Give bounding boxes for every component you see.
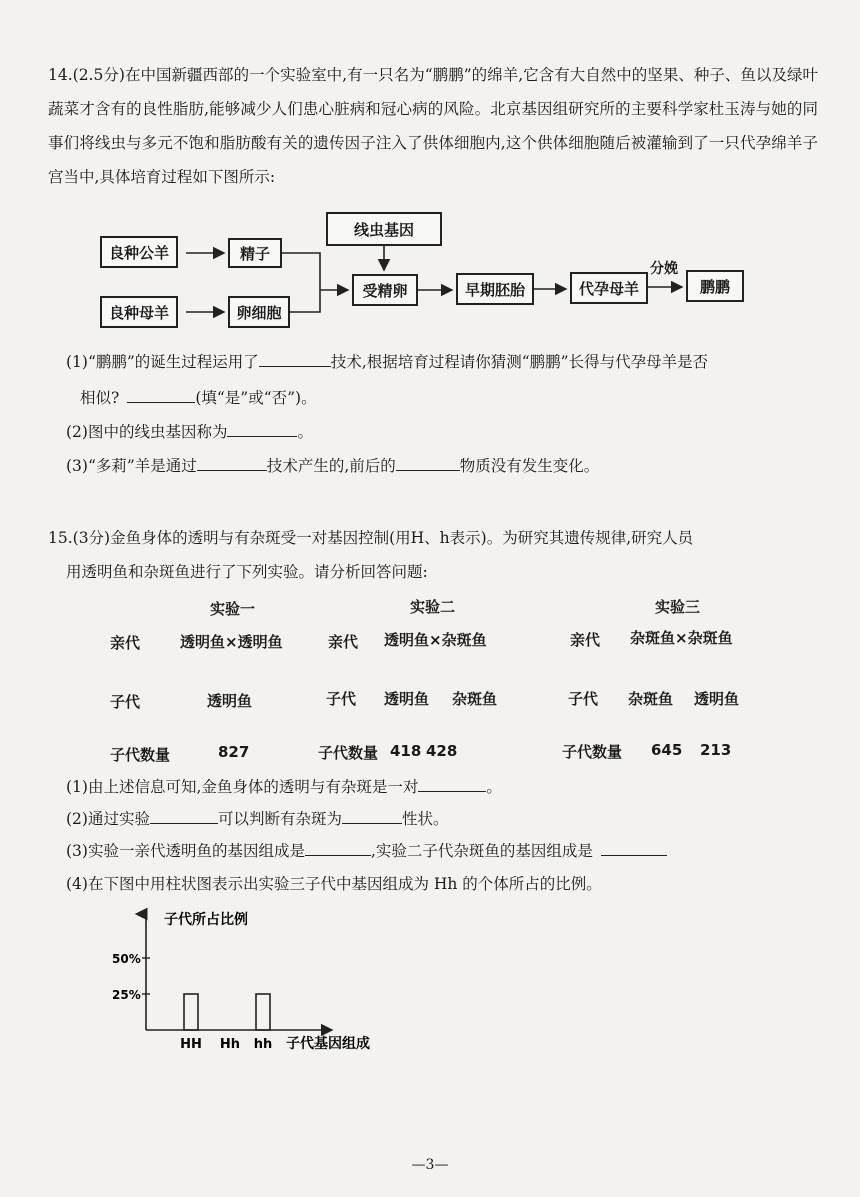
exp3-child-label: 子代 (568, 690, 599, 708)
q15-sub4: (4)在下图中用柱状图表示出实验三子代中基因组成为 Hh 的个体所占的比例。 (66, 875, 602, 893)
exp2-count-label: 子代数量 (318, 744, 379, 762)
blank-15-2[interactable] (150, 809, 218, 824)
q14-intro: 14.(2.5分)在中国新疆西部的一个实验室中,有一只名为“鹏鹏”的绵羊,它含有大自然中的坚果、种子、鱼以及绿叶蔬菜才含有的良性脂肪,能够减少人们患心脏病和冠心病的风险。北京基因组研究所的主要科学家杜玉涛与她的同事们将线虫与多元不饱和脂肪酸有关的遗传因子注入了供体细胞内,这个供体细胞随后被灌输到了一只代孕绵羊子宫当中,具体培育过程如下图所示: (48, 66, 818, 186)
exp2-parents: 透明鱼×杂斑鱼 (384, 631, 487, 649)
blank-14-3[interactable] (227, 422, 297, 437)
blank-15-1[interactable] (418, 777, 486, 792)
q14-sub2-text-a: (2)图中的线虫基因称为 (66, 423, 228, 441)
page-number: —3— (411, 1157, 449, 1173)
diagram-arrows (0, 0, 860, 340)
q15-sub2-text-b: 可以判断有杂斑为 (217, 810, 342, 828)
blank-15-5[interactable] (601, 841, 667, 856)
box-early-embryo: 早期胚胎 (456, 273, 534, 305)
exp1-parents: 透明鱼×透明鱼 (180, 633, 283, 651)
q15-sub3-text-b: ,实验二子代杂斑鱼的基因组成是 (370, 842, 593, 860)
blank-14-4[interactable] (197, 456, 267, 471)
q15-sub1-text-b: 。 (486, 778, 502, 796)
box-surrogate: 代孕母羊 (570, 272, 648, 304)
box-male-sheep: 良种公羊 (100, 236, 178, 268)
x-tick-label-hh: hh (253, 1037, 273, 1052)
exp1-count-1: 827 (218, 743, 250, 761)
exp2-child-label: 子代 (326, 690, 357, 708)
q14-sub3-text-a: (3)“多莉”羊是通过 (66, 457, 197, 475)
q15-intro-line1: 15.(3分)金鱼身体的透明与有杂斑受一对基因控制(用H、h表示)。为研究其遗传规律,研究人员 (48, 529, 694, 547)
exp1-parent-label: 亲代 (110, 634, 141, 652)
exp3-count-1: 645 (651, 741, 683, 759)
q14-sub1-text-b: 技术,根据培育过程请你猜测“鹏鹏”长得与代孕母羊是否 (330, 353, 709, 371)
box-worm-gene: 线虫基因 (326, 212, 442, 246)
exp1-title: 实验一 (210, 600, 256, 618)
q15-intro-line2: 用透明鱼和杂斑鱼进行了下列实验。请分析回答问题: (66, 563, 428, 581)
q14-sub3-text-b: 技术产生的,前后的 (266, 457, 396, 475)
blank-14-5[interactable] (396, 456, 460, 471)
q14-sub1-line2 (80, 388, 317, 408)
exp1-child-1: 透明鱼 (207, 692, 253, 710)
exp2-count-1: 418 (390, 742, 422, 760)
x-tick-label-Hh: Hh (219, 1037, 241, 1052)
q14-sub3-text-c: 物质没有发生变化。 (459, 457, 600, 475)
exp3-parent-label: 亲代 (570, 631, 601, 649)
q14-sub3 (66, 456, 599, 476)
blank-15-4[interactable] (305, 841, 371, 856)
blank-15-3[interactable] (342, 809, 402, 824)
x-tick-label-HH: HH (180, 1037, 202, 1052)
bar-HH (184, 994, 198, 1030)
exp2-title: 实验二 (410, 598, 456, 616)
exp1-count-label: 子代数量 (110, 746, 171, 764)
q14-sub1-text-c: 相似? (80, 389, 120, 407)
exp3-count-2: 213 (700, 741, 732, 759)
y-axis-label: 子代所占比例 (164, 912, 248, 928)
genotype-bar-chart (100, 900, 420, 1060)
exp3-parents: 杂斑鱼×杂斑鱼 (630, 629, 733, 647)
bracket-join (282, 253, 320, 312)
box-female-sheep: 良种母羊 (100, 296, 178, 328)
q14-sub1-text-d: (填“是”或“否”)。 (195, 389, 317, 407)
q14-sub2-text-b: 。 (297, 423, 313, 441)
exp2-child-1: 透明鱼 (384, 690, 430, 708)
blank-14-2[interactable] (127, 388, 195, 403)
x-axis-label: 子代基因组成 (286, 1036, 370, 1052)
exp2-count-2: 428 (426, 742, 458, 760)
q14-sub2 (66, 422, 313, 442)
q15-sub2-text-c: 性状。 (401, 810, 449, 828)
exp3-title: 实验三 (655, 598, 701, 616)
y-tick-label-0: 25% (112, 988, 141, 1002)
q14-sub1-line1 (66, 352, 708, 372)
q15-sub2-text-a: (2)通过实验 (66, 810, 150, 828)
y-tick-label-1: 50% (112, 952, 141, 966)
blank-14-1[interactable] (259, 352, 331, 367)
exp3-child-1: 杂斑鱼 (628, 690, 674, 708)
q15-sub1-text-a: (1)由上述信息可知,金鱼身体的透明与有杂斑是一对 (66, 778, 419, 796)
bar-hh (256, 994, 270, 1030)
exp3-child-2: 透明鱼 (694, 690, 740, 708)
q14-sub1-text-a: (1)“鹏鹏”的诞生过程运用了 (66, 353, 259, 371)
q15-sub3 (66, 841, 667, 861)
exp2-child-2: 杂斑鱼 (452, 690, 498, 708)
box-pengpeng: 鹏鹏 (686, 270, 744, 302)
q15-sub1 (66, 777, 502, 797)
box-zygote: 受精卵 (352, 274, 418, 306)
exp3-count-label: 子代数量 (562, 743, 623, 761)
box-sperm: 精子 (228, 238, 282, 268)
exp1-child-label: 子代 (110, 693, 141, 711)
box-egg: 卵细胞 (228, 296, 290, 328)
exp2-parent-label: 亲代 (328, 633, 359, 651)
q15-sub2 (66, 809, 449, 829)
delivery-label: 分娩 (650, 261, 678, 277)
q15-sub3-text-a: (3)实验一亲代透明鱼的基因组成是 (66, 842, 305, 860)
